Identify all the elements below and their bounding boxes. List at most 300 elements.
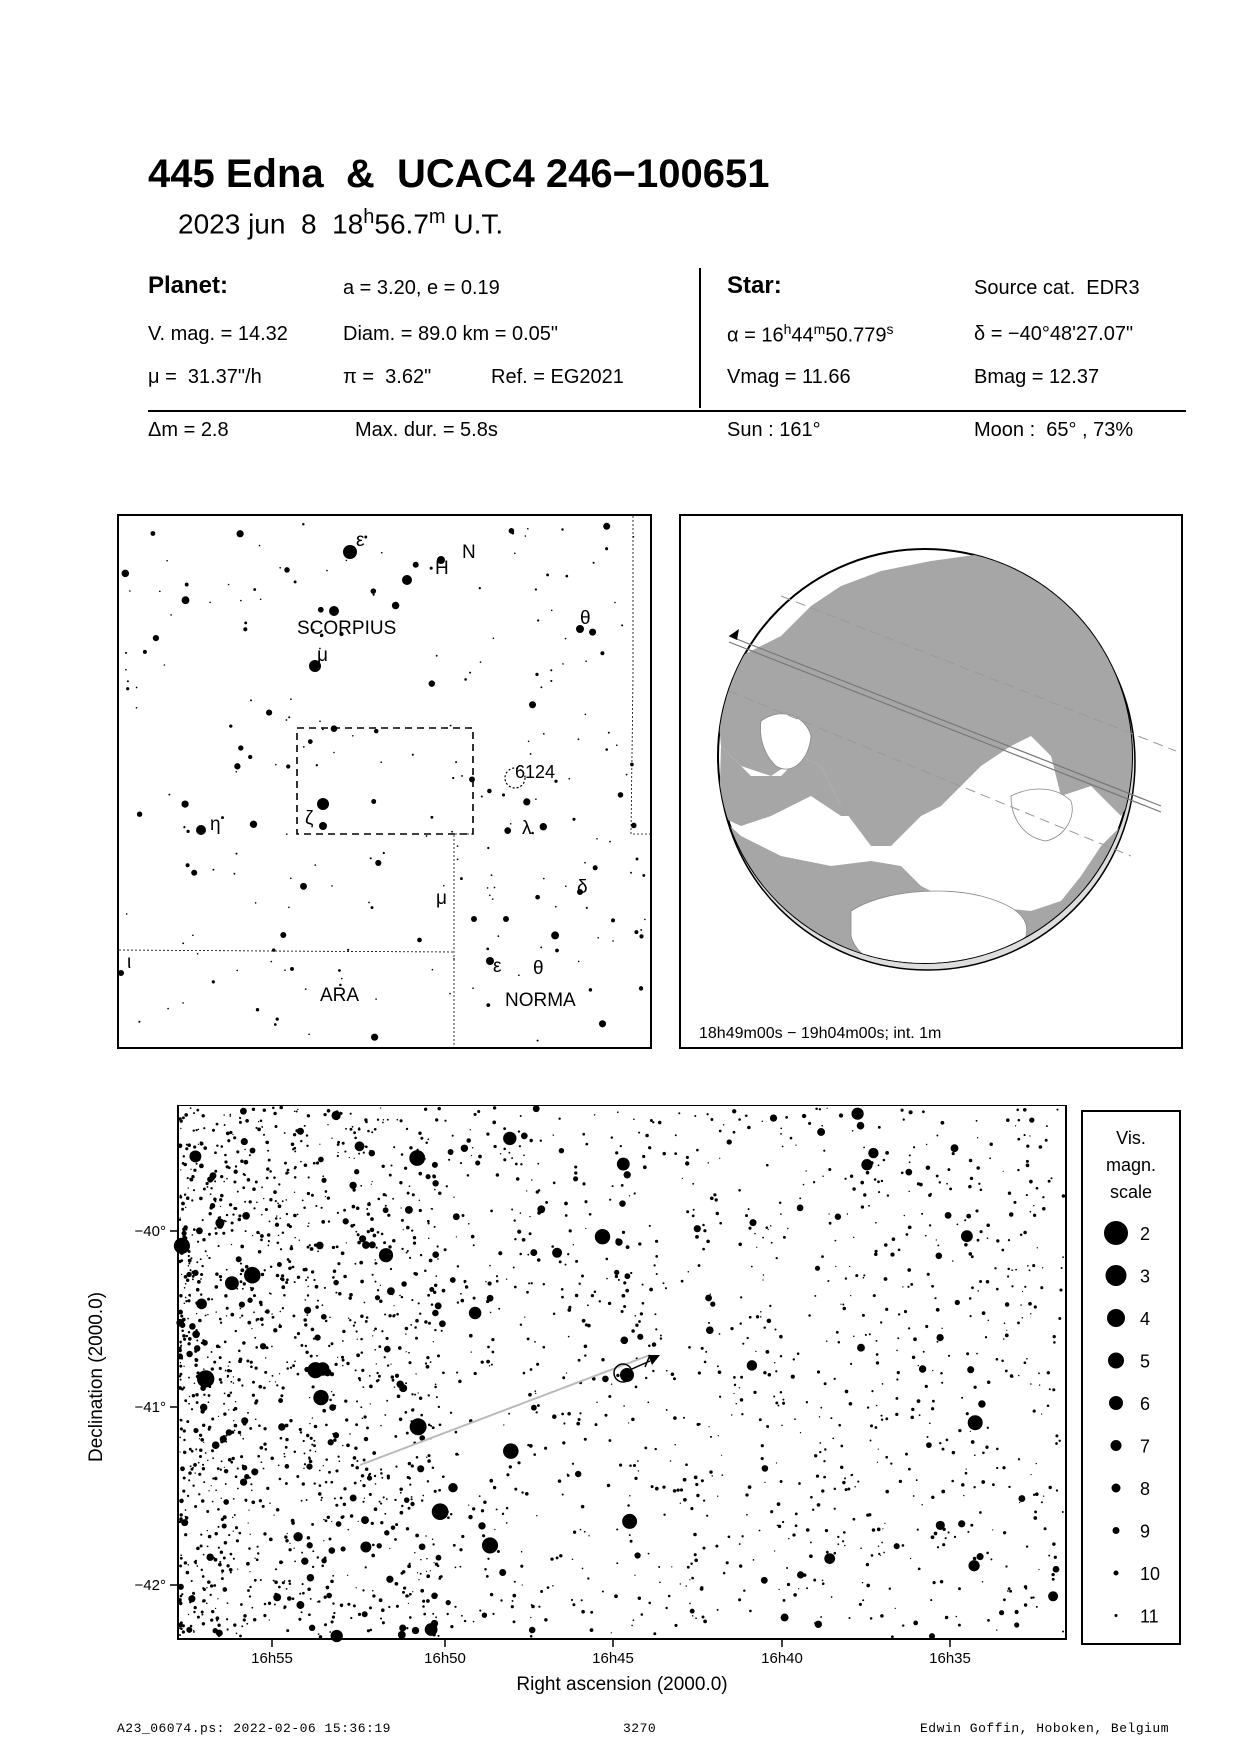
field-star [245,1119,249,1123]
field-star [638,1132,640,1134]
field-star [1029,1269,1031,1271]
field-star [407,1564,411,1568]
field-star [229,1131,232,1134]
field-star [951,1480,954,1483]
field-star [251,1607,253,1609]
field-star [930,1446,931,1447]
field-star [986,1280,990,1284]
field-star [240,1263,242,1265]
field-star [616,1562,618,1564]
field-star [383,1496,385,1498]
field-star [810,1541,812,1543]
field-star [582,1319,586,1323]
field-star [401,1153,404,1156]
field-star [630,1272,632,1274]
field-star [682,1178,683,1179]
mag-scale-value: 9 [1140,1521,1151,1542]
field-star [282,1581,285,1584]
field-star [430,1425,432,1427]
field-star [770,1510,773,1513]
field-star [868,1148,878,1158]
field-star [348,1317,350,1319]
field-star [301,1500,303,1502]
field-star [234,1514,236,1516]
field-star [348,1296,351,1299]
finder-star [608,732,610,734]
field-star [1020,1304,1022,1306]
field-star [237,1488,239,1490]
field-star [227,1139,230,1142]
field-star [212,1457,214,1459]
field-star [198,1129,200,1131]
field-star [280,1437,283,1440]
field-star [203,1394,205,1396]
field-star [380,1503,382,1505]
field-star [409,1185,411,1187]
field-star [207,1530,208,1531]
field-star [206,1553,213,1560]
field-star [387,1474,390,1477]
field-star [611,1632,612,1633]
field-star [309,1460,313,1464]
field-star [540,1590,543,1593]
field-star [689,1579,690,1580]
finder-star [502,793,505,796]
field-star [399,1295,401,1297]
field-star [467,1174,470,1177]
field-star [213,1557,215,1559]
field-star [180,1194,182,1196]
field-star [759,1530,761,1532]
field-star [188,1403,190,1405]
finder-chart-canvas [119,516,650,1047]
field-star [255,1418,257,1420]
field-star [376,1263,378,1265]
field-star [180,1315,183,1318]
field-star [642,1302,645,1305]
field-star [455,1453,458,1456]
mag-scale-value: 11 [1140,1606,1159,1627]
field-star [685,1463,688,1466]
field-star [214,1151,217,1154]
field-star [180,1362,181,1363]
finder-star [487,887,489,889]
field-star [198,1462,200,1464]
field-star [281,1285,285,1289]
field-star [981,1480,985,1484]
field-star [383,1207,389,1213]
field-star [433,1341,434,1342]
field-star [1054,1556,1057,1559]
field-star [233,1420,234,1421]
field-star [512,1600,514,1602]
field-star [260,1303,263,1306]
field-star [265,1309,270,1314]
field-star [512,1594,516,1598]
field-star [220,1175,223,1178]
field-star [388,1314,391,1317]
field-star [745,1493,748,1496]
finder-star [430,567,433,570]
field-star [931,1407,934,1410]
field-star [519,1145,521,1147]
field-star [318,1157,324,1163]
field-star [572,1463,574,1465]
field-star [311,1444,313,1446]
finder-star-label: λ [522,818,532,839]
field-star [529,1216,530,1217]
field-star [228,1458,232,1462]
field-star [265,1448,268,1451]
field-star [249,1571,250,1572]
field-star [296,1601,304,1609]
field-star [1026,1144,1029,1147]
finder-star [256,1008,259,1011]
constellation-norma: NORMA [505,990,576,1011]
field-star [490,1210,493,1213]
field-star [917,1529,919,1531]
field-star [272,1375,274,1377]
field-star [372,1451,376,1455]
field-star [400,1207,401,1208]
field-star [350,1128,353,1131]
field-star [896,1350,898,1352]
field-star [434,1284,437,1287]
field-star [452,1135,454,1137]
field-star [179,1219,181,1221]
x-tick-label: 16h40 [761,1650,803,1667]
field-star [266,1167,269,1170]
field-star [294,1176,297,1179]
field-star [489,1265,491,1267]
field-star [874,1178,877,1181]
field-star [829,1222,832,1225]
field-star [895,1608,896,1609]
field-star [188,1564,190,1566]
field-star [733,1376,736,1379]
field-star [625,1289,629,1293]
field-star [698,1264,701,1267]
field-star [179,1365,182,1368]
field-star [354,1447,357,1450]
field-star [400,1119,403,1122]
field-star [450,1513,452,1515]
field-star [426,1599,430,1603]
field-star [743,1589,745,1591]
field-star [792,1533,795,1536]
field-star [244,1149,246,1151]
field-star [436,1555,442,1561]
field-star [212,1628,217,1633]
field-star [181,1388,184,1391]
field-star [271,1313,272,1314]
field-star [602,1590,604,1592]
field-star [1023,1108,1027,1112]
field-star [235,1165,237,1167]
field-star [448,1149,454,1155]
field-star [196,1339,198,1341]
field-star [614,1270,619,1275]
finder-bright-star [503,916,509,922]
field-star [624,1171,631,1178]
field-star [444,1120,446,1122]
field-star [248,1509,249,1510]
field-star [526,1291,529,1294]
finder-star [457,845,459,847]
field-star [413,1241,416,1244]
field-star [235,1475,238,1478]
field-star [323,1540,324,1541]
field-star [978,1400,986,1408]
field-star [390,1164,392,1166]
field-star [315,1285,319,1289]
field-star [187,1342,190,1345]
field-star [631,1329,635,1333]
field-star [368,1202,370,1204]
field-star [783,1599,786,1602]
field-star [202,1464,204,1466]
field-star [375,1259,376,1260]
field-star [958,1624,961,1627]
field-star [695,1235,699,1239]
field-star [530,1249,537,1256]
field-star [236,1256,242,1262]
field-star [304,1125,306,1127]
field-star [312,1566,314,1568]
field-star [945,1212,952,1219]
field-star [381,1233,384,1236]
field-star [1044,1527,1047,1530]
field-star [233,1623,236,1626]
field-star [817,1128,825,1136]
field-star [219,1198,222,1201]
finder-star [286,764,290,768]
field-star [956,1616,958,1618]
field-star [379,1598,383,1602]
field-star [634,1192,636,1194]
field-star [186,1196,190,1200]
field-star [224,1541,228,1545]
field-star [306,1499,308,1501]
field-star [885,1490,889,1494]
field-star [617,1158,630,1171]
field-star [279,1373,280,1374]
field-star [620,1145,622,1147]
field-star [594,1291,597,1294]
field-star [403,1229,404,1230]
field-star [448,1483,457,1492]
field-star [521,1551,523,1553]
field-star [898,1313,900,1315]
field-star [191,1199,193,1201]
field-star [717,1609,719,1611]
field-star [194,1358,197,1361]
field-star [206,1602,208,1604]
field-star [947,1168,950,1171]
field-star [262,1505,265,1508]
field-star [218,1245,220,1247]
field-star [520,1565,523,1568]
field-star [464,1620,466,1622]
field-star [494,1529,495,1530]
finder-star [122,570,130,578]
field-star [190,1465,192,1467]
field-star [202,1238,205,1241]
field-star [710,1436,712,1438]
field-star [326,1586,330,1590]
field-star [263,1614,266,1617]
field-star [697,1423,700,1426]
field-star [199,1438,200,1439]
field-star [253,1618,256,1621]
field-star [776,1462,777,1463]
field-star [221,1572,222,1573]
field-star [200,1258,202,1260]
field-star [637,1334,643,1340]
field-star [615,1275,618,1278]
field-star [770,1114,777,1121]
finder-star [479,587,481,589]
field-star [1008,1192,1011,1195]
finder-star [589,988,592,991]
field-star [948,1531,950,1533]
field-star [207,1356,209,1358]
field-star [192,1278,194,1280]
field-star [254,1579,257,1582]
field-star [239,1317,240,1318]
field-star [1048,1180,1051,1183]
field-star [719,1396,721,1398]
finder-star [593,562,595,564]
field-star [1036,1187,1039,1190]
field-star [427,1480,429,1482]
field-star [644,1446,647,1449]
field-star [739,1387,740,1388]
field-star [626,1245,630,1249]
field-star [442,1289,446,1293]
field-star [531,1405,537,1411]
field-star [408,1507,411,1510]
footer-page-number: 3270 [623,1721,657,1736]
field-star [666,1409,668,1411]
field-star [996,1358,999,1361]
field-star [208,1535,212,1539]
field-star [266,1177,269,1180]
field-star [877,1462,878,1463]
field-star [901,1109,904,1112]
field-star [887,1194,889,1196]
field-star [180,1345,182,1347]
field-star [257,1455,260,1458]
field-star [655,1240,658,1243]
field-star [191,1468,194,1471]
field-star [695,1617,697,1619]
field-star [968,1560,979,1571]
field-star [461,1615,463,1617]
field-star [763,1371,766,1374]
footer-author: Edwin Goffin, Hoboken, Belgium [920,1721,1170,1736]
field-star [406,1351,407,1352]
field-star [427,1138,429,1140]
field-star [362,1386,364,1388]
field-star [861,1159,872,1170]
field-star [195,1129,197,1131]
finder-star [186,863,190,867]
cluster-6124-label: 6124 [515,762,556,782]
field-star [573,1176,578,1181]
field-star [987,1619,990,1622]
field-star [193,1228,196,1231]
field-star [207,1298,210,1301]
field-star [926,1144,927,1145]
field-star [420,1158,423,1161]
field-star [353,1131,356,1134]
field-star [426,1174,431,1179]
field-star [738,1242,742,1246]
field-star [457,1265,459,1267]
field-star [372,1181,373,1182]
field-star [961,1230,973,1242]
finder-star [523,798,530,805]
field-star [219,1367,222,1370]
mag-scale-dot [1114,1571,1119,1576]
field-star [308,1223,310,1225]
field-star [936,1253,943,1260]
field-star [823,1476,826,1479]
field-star [671,1566,672,1567]
field-star [203,1554,205,1556]
field-star [358,1128,361,1131]
field-star [439,1423,442,1426]
field-star [345,1128,347,1130]
field-star [282,1200,284,1202]
field-star [231,1229,234,1232]
field-star [902,1286,903,1287]
field-star [409,1616,412,1619]
field-star [251,1269,255,1273]
field-star [263,1134,265,1136]
field-star [329,1547,336,1554]
field-star [219,1356,222,1359]
field-star [723,1124,725,1126]
field-star [840,1304,841,1305]
field-star [561,1296,564,1299]
field-star [270,1456,274,1460]
field-star [629,1464,632,1467]
field-star [429,1287,434,1292]
field-star [193,1169,196,1172]
field-star [870,1440,872,1442]
field-star [232,1517,233,1518]
field-star [240,1245,244,1249]
field-star [820,1616,822,1618]
field-star [208,1257,210,1259]
field-star [631,1625,633,1627]
finder-star [550,669,552,671]
field-star [666,1370,668,1372]
finder-star-label: N [462,542,476,563]
field-star [514,1238,516,1240]
field-star [278,1204,282,1208]
field-star [260,1239,263,1242]
field-star [284,1132,286,1134]
finder-star [572,818,575,821]
field-star [275,1223,279,1227]
field-star [221,1460,223,1462]
field-star [762,1279,763,1280]
field-star [250,1365,253,1368]
field-star [313,1444,316,1447]
